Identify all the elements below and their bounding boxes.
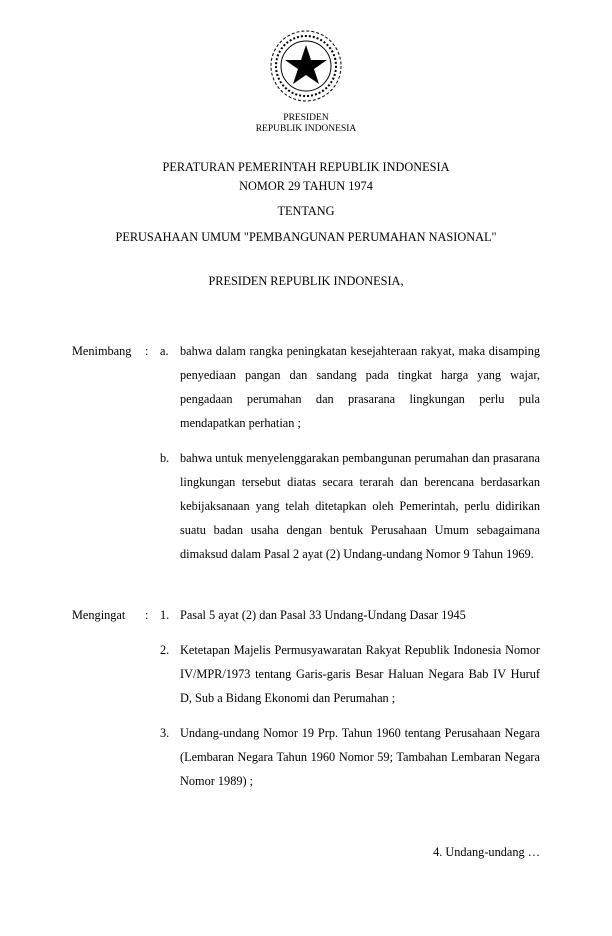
menimbang-label: Menimbang — [72, 344, 132, 358]
item-marker: b. — [160, 451, 170, 465]
president-heading: PRESIDEN REPUBLIK INDONESIA, — [208, 274, 404, 288]
colon: : — [145, 608, 149, 622]
item-marker: 1. — [160, 608, 170, 622]
list-item — [72, 721, 542, 793]
title-line-2: NOMOR 29 TAHUN 1974 — [239, 179, 373, 193]
continuation-note: 4. Undang-undang … — [433, 845, 540, 859]
colon: : — [145, 344, 149, 358]
item-text: Ketetapan Majelis Permusyawaratan Rakyat Republik Indonesia Nomor IV/MPR/1973 tentang Garis-garis Besar Haluan Negara Bab IV Huruf D, Sub a Bidang Ekonomi dan Perumahan ; — [180, 643, 540, 705]
item-text: Pasal 5 ayat (2) dan Pasal 33 Undang-Undang Dasar 1945 — [180, 608, 466, 622]
mengingat-label: Mengingat — [72, 608, 126, 622]
item-marker: 2. — [160, 643, 170, 657]
mengingat-section — [72, 603, 542, 793]
item-marker: a. — [160, 344, 169, 358]
title-line-1: PERATURAN PEMERINTAH REPUBLIK INDONESIA — [162, 160, 450, 174]
header-line-2: REPUBLIK INDONESIA — [255, 124, 357, 134]
list-item — [72, 339, 542, 435]
menimbang-section — [72, 339, 542, 566]
list-item — [72, 446, 542, 566]
list-item — [72, 603, 542, 627]
presidential-emblem-icon — [266, 26, 346, 106]
list-item — [72, 638, 542, 710]
title-line-3: TENTANG — [277, 204, 335, 218]
header-line-1: PRESIDEN — [283, 113, 329, 123]
item-text: bahwa dalam rangka peningkatan kesejahteraan rakyat, maka disamping penyediaan pangan dan sandang pada tingkat harga yang wajar, pengadaan perumahan dan prasarana lingkungan perlu pula mendapatkan perhatian ; — [180, 344, 540, 430]
title-line-4: PERUSAHAAN UMUM "PEMBANGUNAN PERUMAHAN NASIONAL" — [115, 230, 497, 244]
item-marker: 3. — [160, 726, 170, 740]
item-text: Undang-undang Nomor 19 Prp. Tahun 1960 tentang Perusahaan Negara (Lembaran Negara Tahun 1960 Nomor 59; Tambahan Lembaran Negara Nomor 1989) ; — [180, 726, 540, 788]
item-text: bahwa untuk menyelenggarakan pembangunan perumahan dan prasarana lingkungan tersebut diatas secara terarah dan berencana berdasarkan kebijaksanaan yang telah ditetapkan oleh Pemerintah, perlu didirikan suatu badan usaha dengan bentuk Perusahaan Umum sebagaimana dimaksud dalam Pasal 2 ayat (2) Undang-undang Nomor 9 Tahun 1969. — [180, 451, 540, 561]
